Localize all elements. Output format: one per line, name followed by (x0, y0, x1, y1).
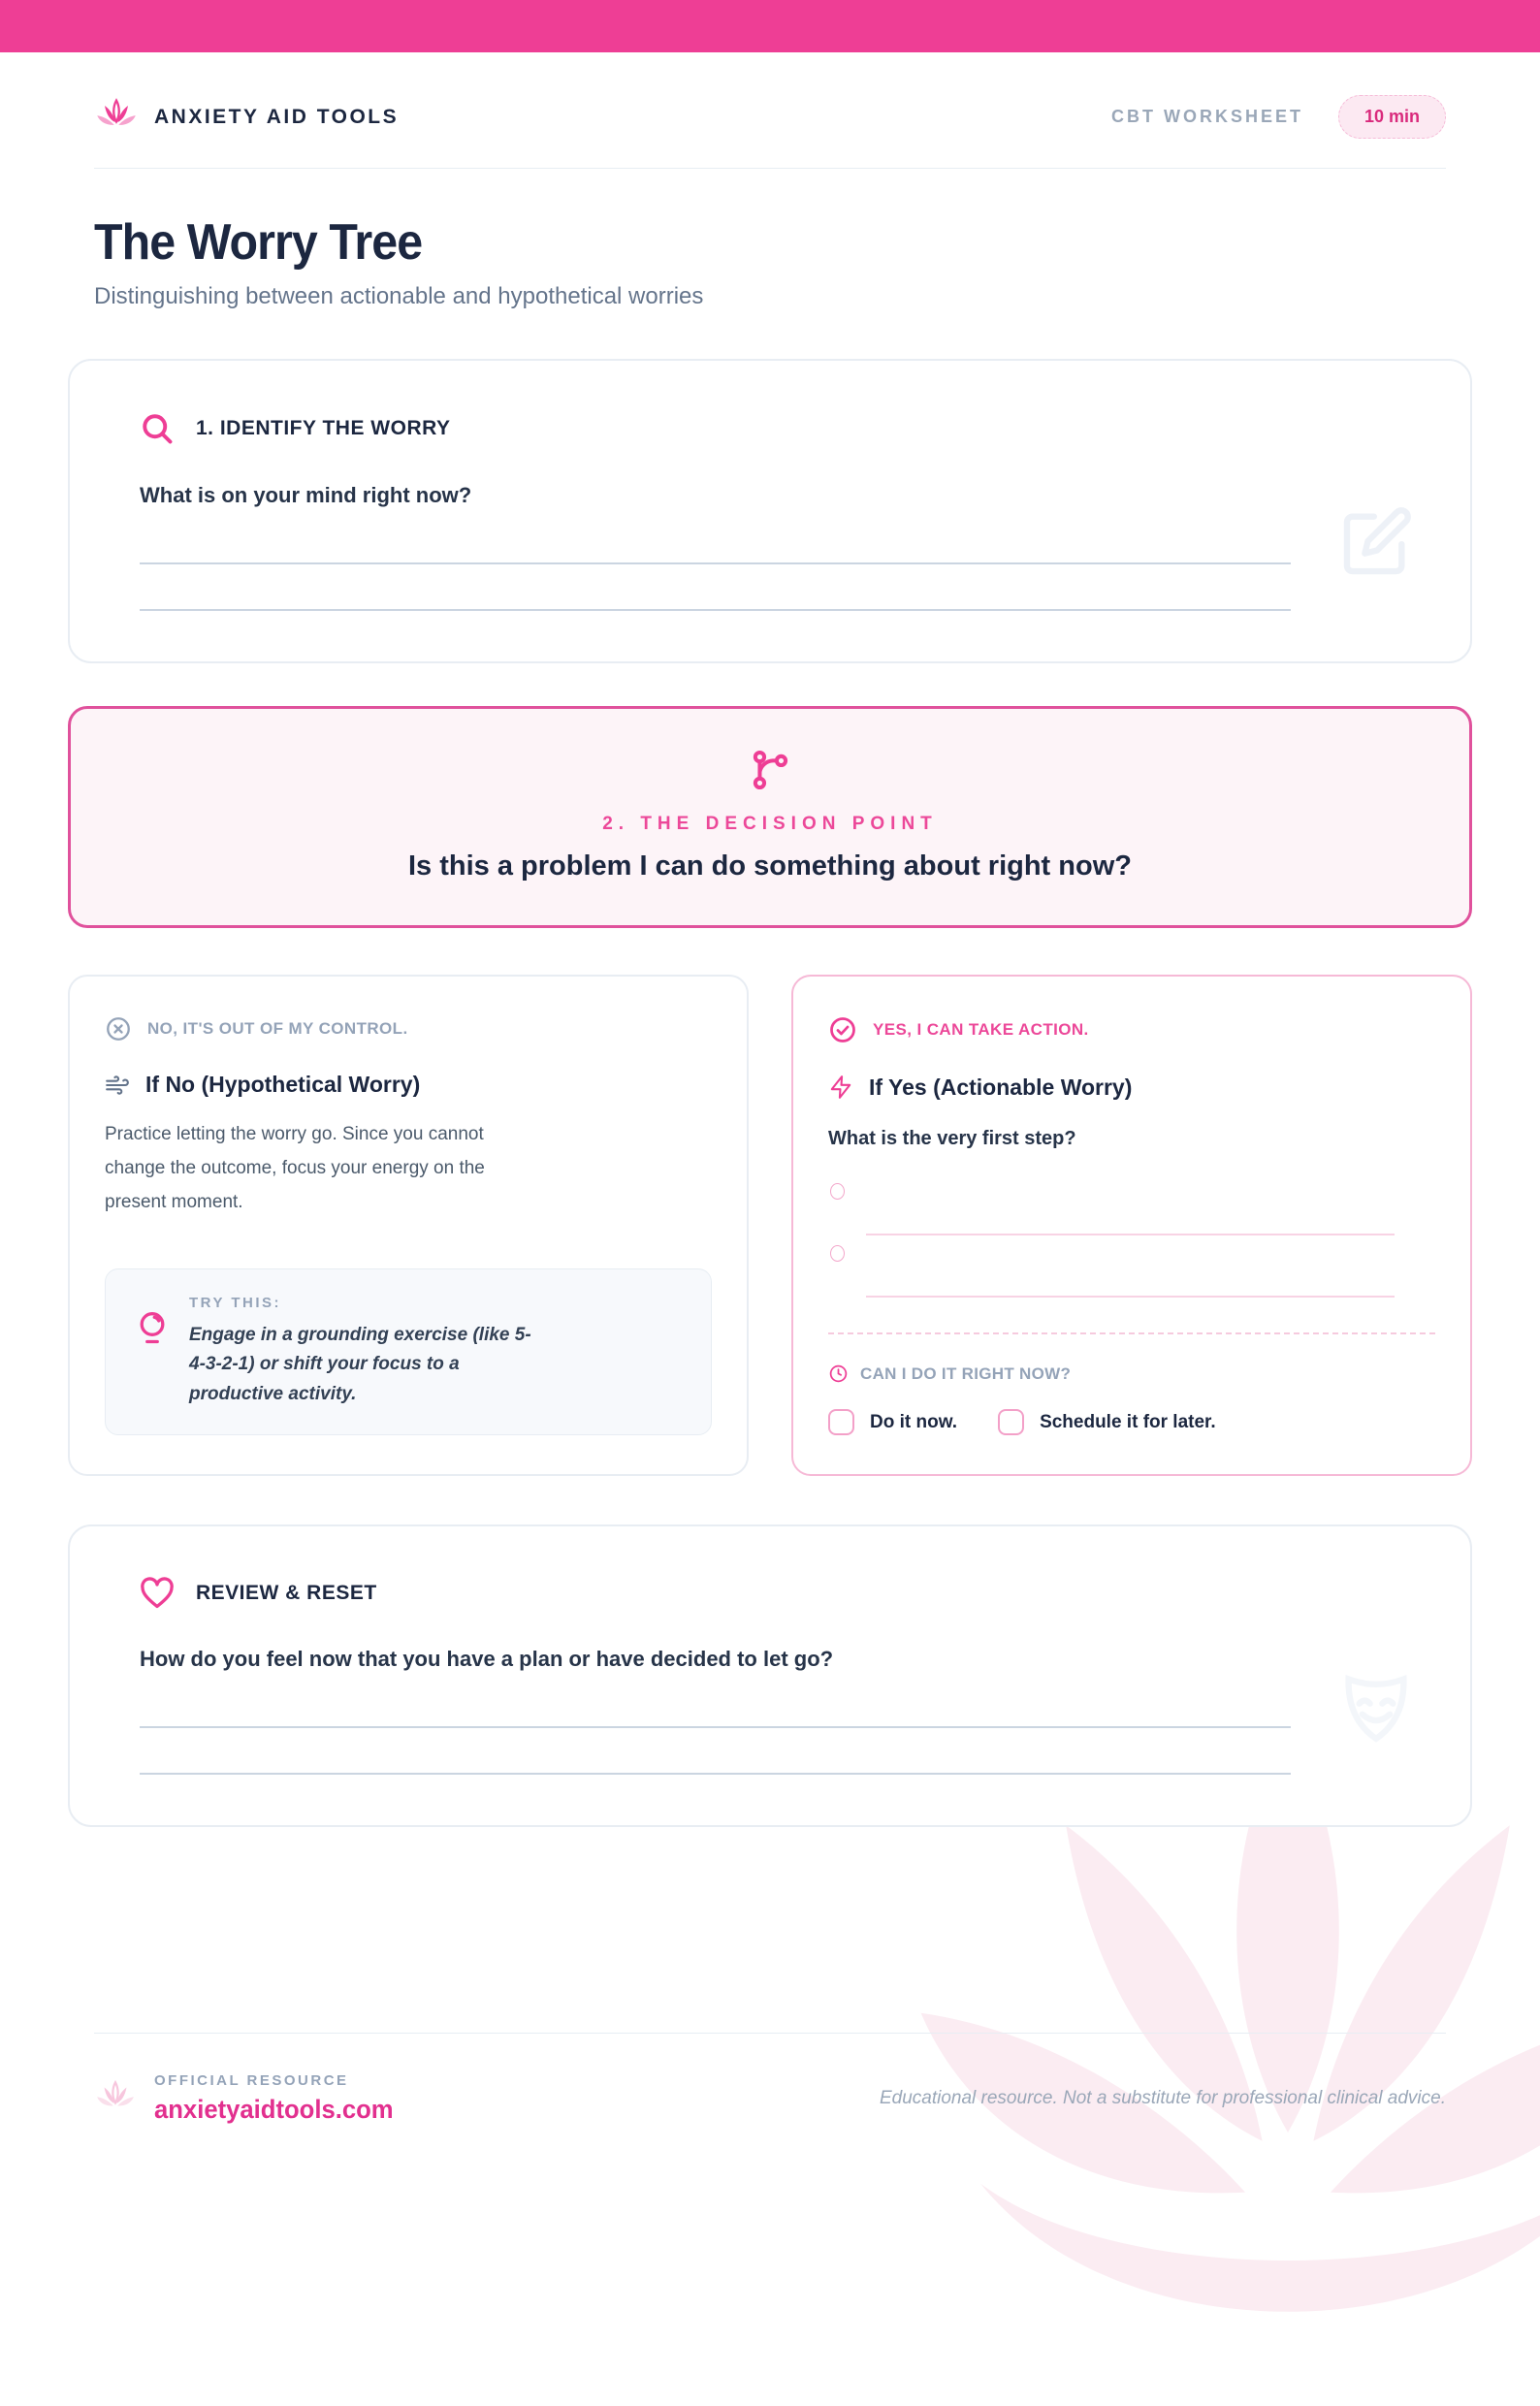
page-header (94, 95, 1446, 139)
heart-icon (140, 1577, 175, 1610)
wind-icon (105, 1073, 130, 1098)
identify-worry-card (68, 359, 1472, 663)
step-bullet-icon (830, 1183, 845, 1200)
no-branch-heading: If No (Hypothetical Worry) (145, 1072, 421, 1097)
schedule-later-checkbox[interactable] (998, 1409, 1024, 1435)
resource-label: OFFICIAL RESOURCE (154, 2072, 349, 2089)
disclaimer-text: Educational resource. Not a substitute for professional clinical advice. (879, 2088, 1446, 2108)
step-bullet-icon (830, 1245, 845, 1262)
followup-label: CAN I DO IT RIGHT NOW? (860, 1363, 1072, 1383)
page-title: The Worry Tree (94, 214, 423, 271)
tip-label: TRY THIS: (189, 1294, 282, 1311)
duration-badge: 10 min (1338, 95, 1446, 139)
step-input-row (828, 1175, 1435, 1235)
do-it-now-checkbox[interactable] (828, 1409, 854, 1435)
review-reset-card (68, 1524, 1472, 1827)
search-icon (140, 411, 175, 446)
section-label: REVIEW & RESET (196, 1582, 377, 1604)
site-link[interactable]: anxietyaidtools.com (154, 2095, 394, 2124)
dashed-divider (828, 1332, 1435, 1334)
decision-point-card (68, 706, 1472, 928)
top-accent-bar (0, 0, 1540, 52)
step-answer-line[interactable] (866, 1296, 1395, 1298)
section-question: What is on your mind right now? (140, 483, 472, 507)
lotus-logo-icon (94, 98, 139, 137)
option-label: Do it now. (870, 1411, 958, 1432)
lightning-icon (828, 1074, 853, 1101)
no-branch-body: Practice letting the worry go. Since you cannot change the outcome, focus your energy on the present moment. (105, 1124, 485, 1213)
doc-type-label: CBT WORKSHEET (1110, 107, 1303, 126)
answer-line[interactable] (140, 566, 1291, 611)
no-branch-card (68, 975, 749, 1476)
brand-name: ANXIETY AID TOOLS (154, 105, 400, 128)
option-do-it-now (828, 1409, 957, 1435)
footer-divider (94, 2033, 1446, 2034)
edit-pencil-icon (1340, 504, 1414, 578)
option-label: Schedule it for later. (1040, 1411, 1216, 1432)
step-input-row (828, 1237, 1435, 1298)
header-divider (94, 168, 1446, 169)
clock-icon (828, 1363, 849, 1384)
yes-branch-card (791, 975, 1472, 1476)
step-answer-line[interactable] (866, 1234, 1395, 1235)
yes-branch-heading: If Yes (Actionable Worry) (869, 1074, 1133, 1100)
option-schedule-later (998, 1409, 1216, 1435)
x-circle-icon (105, 1015, 132, 1043)
no-branch-tag: NO, IT'S OUT OF MY CONTROL. (147, 1019, 408, 1038)
section-label: 1. IDENTIFY THE WORRY (196, 417, 451, 439)
answer-line[interactable] (140, 520, 1291, 564)
check-circle-icon (828, 1015, 857, 1044)
decision-question: Is this a problem I can do something about right now? (408, 850, 1132, 882)
lightbulb-icon (135, 1308, 170, 1409)
answer-line[interactable] (140, 1684, 1291, 1728)
tip-text: Engage in a grounding exercise (like 5-4-3-2-1) or shift your focus to a productive activity. (189, 1324, 531, 1404)
page-subtitle: Distinguishing between actionable and hypothetical worries (94, 283, 704, 309)
lotus-icon (94, 2080, 137, 2117)
answer-line[interactable] (140, 1730, 1291, 1775)
page-footer (94, 2072, 1446, 2125)
comedy-mask-icon (1338, 1670, 1414, 1749)
branch-icon (748, 748, 792, 792)
try-this-box (105, 1268, 712, 1435)
section-question: How do you feel now that you have a plan or have decided to let go? (140, 1647, 834, 1671)
first-step-question: What is the very first step? (828, 1128, 1076, 1149)
decision-label: 2. THE DECISION POINT (602, 814, 938, 834)
yes-branch-tag: YES, I CAN TAKE ACTION. (873, 1020, 1089, 1039)
